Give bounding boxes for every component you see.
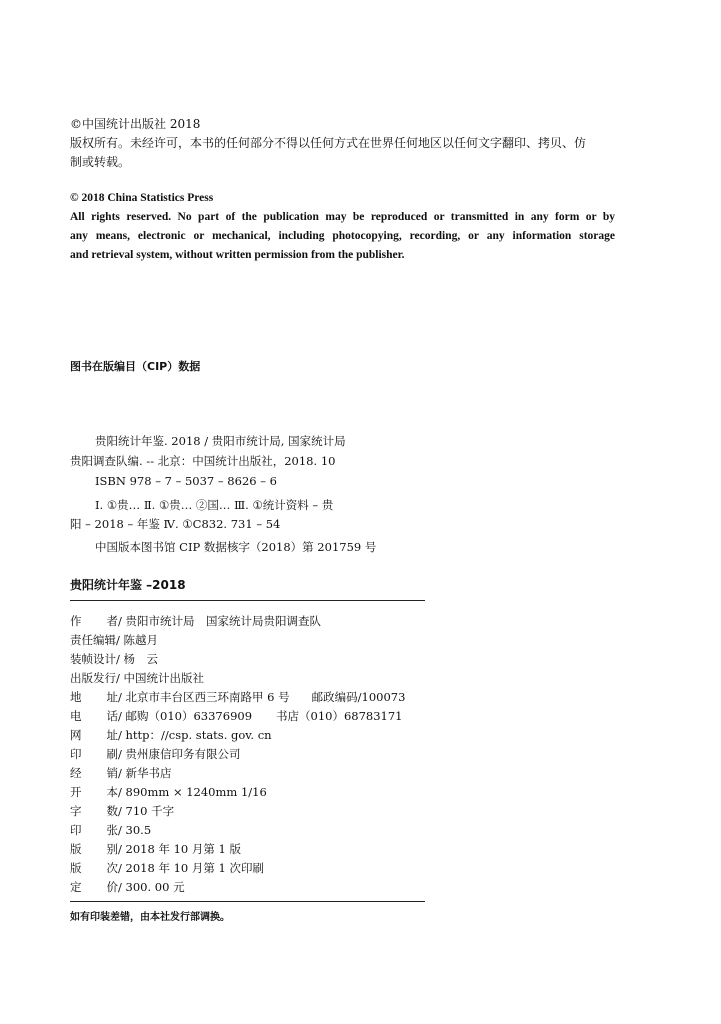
price-label: 定价 [70, 880, 118, 894]
copyright-en-line4: and retrieval system, without written permission from the publisher. [70, 249, 405, 261]
cip-heading: 图书在版编目（CIP）数据 [70, 360, 201, 373]
copyright-cn-line2: 版权所有。未经许可，本书的任何部分不得以任何方式在世界任何地区以任何文字翻印、拷贝、仿 [70, 136, 587, 150]
cip-line-6: 中国版本图书馆 CIP 数据核字（2018）第 201759 号 [95, 540, 377, 554]
cip-line-1: 贵阳统计年鉴. 2018 / 贵阳市统计局, 国家统计局 [95, 434, 346, 448]
print-value: / 贵州康信印务有限公司 [118, 747, 241, 761]
editor-value: / 陈越月 [116, 633, 159, 647]
printing-value: / 2018 年 10 月第 1 次印刷 [118, 861, 265, 875]
copyright-cn-line1: ©中国统计出版社 2018 [70, 117, 201, 131]
postcode: 邮政编码/100073 [311, 690, 406, 704]
cip-line-2: 贵阳调查队编. -- 北京：中国统计出版社，2018. 10 [70, 454, 336, 468]
design-label: 装帧设计 [70, 652, 116, 666]
info-author [70, 612, 321, 630]
format-label: 开本 [70, 785, 118, 799]
address-label: 地址 [70, 690, 118, 704]
author-value: / 贵阳市统计局 国家统计局贵阳调查队 [118, 614, 322, 628]
info-words [70, 802, 174, 820]
copyright-cn-line3: 制或转载。 [70, 155, 131, 169]
format-value: / 890mm × 1240mm 1/16 [118, 785, 267, 799]
divider-top [70, 600, 425, 601]
edition-value: / 2018 年 10 月第 1 版 [118, 842, 242, 856]
info-address [70, 688, 405, 706]
publisher-value: / 中国统计出版社 [116, 671, 205, 685]
info-sheets [70, 821, 151, 839]
sheets-label: 印张 [70, 823, 118, 837]
info-format [70, 783, 267, 801]
editor-label: 责任编辑 [70, 633, 116, 647]
phone-label: 电话 [70, 709, 118, 723]
divider-bottom [70, 901, 425, 902]
phone-value: / 邮购（010）63376909 [118, 709, 253, 723]
dist-label: 经销 [70, 766, 118, 780]
print-label: 印刷 [70, 747, 118, 761]
publisher-label: 出版发行 [70, 671, 116, 685]
dist-value: / 新华书店 [118, 766, 172, 780]
printing-label: 版次 [70, 861, 118, 875]
copyright-en-line2: All rights reserved. No part of the publication may be reproduced or transmitted in any form or by [70, 211, 615, 223]
author-label: 作者 [70, 614, 118, 628]
web-label: 网址 [70, 728, 118, 742]
footer-note: 如有印装差错，由本社发行部调换。 [70, 912, 230, 923]
copyright-en-line3: any means, electronic or mechanical, including photocopying, recording, or any information storage [70, 230, 615, 242]
cip-line-3: ISBN 978 – 7 – 5037 – 8626 – 6 [95, 474, 277, 488]
book-title: 贵阳统计年鉴 –2018 [70, 578, 186, 592]
info-editor [70, 631, 158, 649]
words-value: / 710 千字 [118, 804, 175, 818]
info-price [70, 878, 185, 896]
bookstore-phone: 书店（010）68783171 [276, 709, 403, 723]
info-printing [70, 859, 264, 877]
info-web [70, 726, 272, 744]
web-value: / http：//csp. stats. gov. cn [118, 728, 272, 742]
cip-line-4: Ⅰ. ①贵… Ⅱ. ①贵… ②国… Ⅲ. ①统计资料 – 贵 [95, 498, 334, 512]
price-value: / 300. 00 元 [118, 880, 185, 894]
words-label: 字数 [70, 804, 118, 818]
copyright-en-line1: © 2018 China Statistics Press [70, 192, 214, 204]
design-value: / 杨 云 [116, 652, 159, 666]
info-print [70, 745, 241, 763]
info-phone [70, 707, 403, 725]
cip-line-5: 阳 – 2018 – 年鉴 Ⅳ. ①C832. 731 – 54 [70, 517, 281, 531]
sheets-value: / 30.5 [118, 823, 152, 837]
info-publisher [70, 669, 204, 687]
info-design [70, 650, 158, 668]
edition-label: 版别 [70, 842, 118, 856]
address-value: / 北京市丰台区西三环南路甲 6 号 [118, 690, 290, 704]
info-distribution [70, 764, 172, 782]
info-edition [70, 840, 241, 858]
